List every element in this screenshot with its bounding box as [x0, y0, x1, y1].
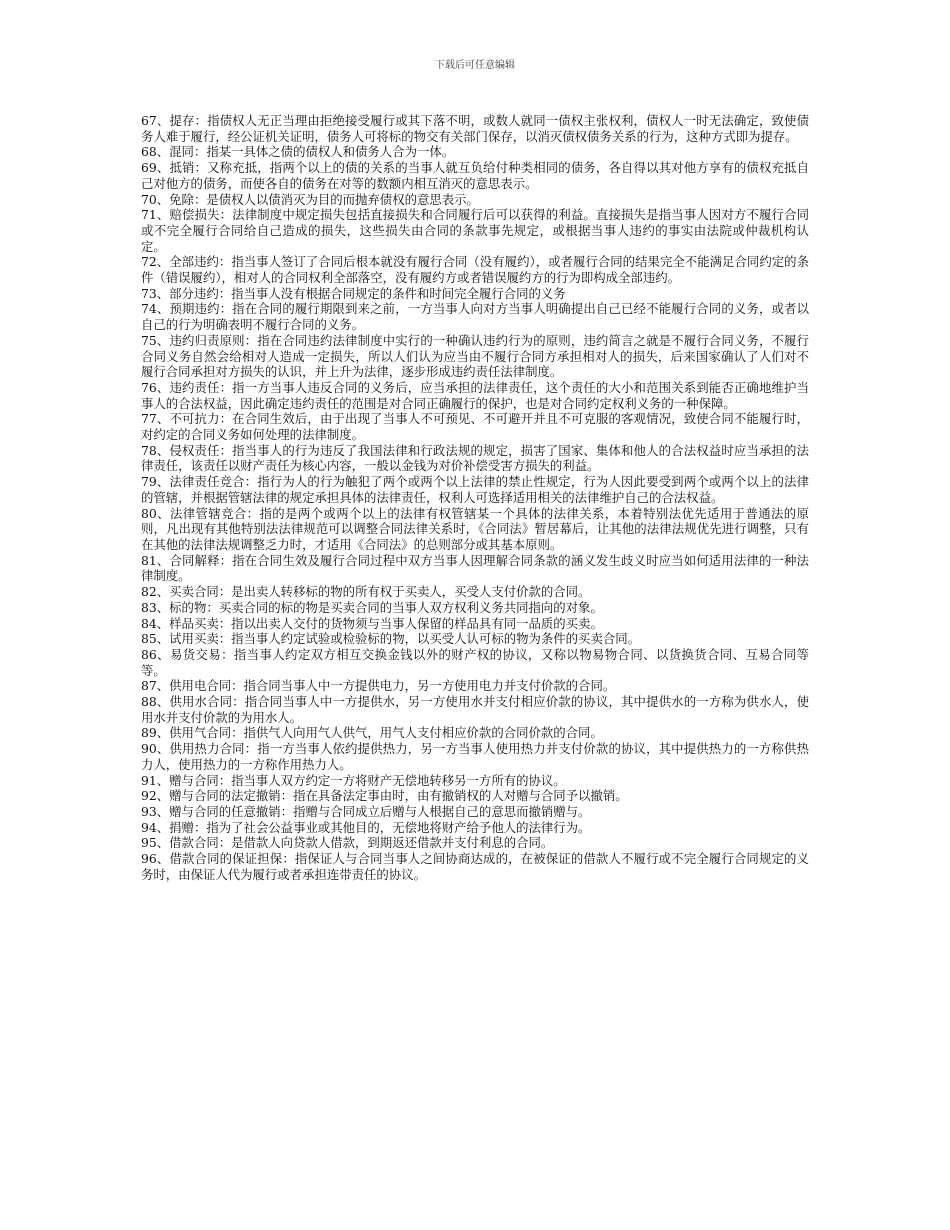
- paragraph-84: 84、样品买卖：指以出卖人交付的货物须与当事人保留的样品具有同一品质的买卖。: [141, 615, 603, 631]
- paragraph-71: 71、赔偿损失：法律制度中规定损失包括直接损失和合同履行后可以获得的利益。直接损失是指当事人因对方不履行合同或不完全履行合同给自己造成的损失，这些损失由合同的条款事先规定，或根据当事人违约的事实由法院或仲裁机构认定。: [141, 207, 809, 254]
- paragraph-78: 78、侵权责任：指当事人的行为违反了我国法律和行政法规的规定，损害了国家、集体和他人的合法权益时应当承担的法律责任，该责任以财产责任为核心内容，一般以金钱为对价补偿受害方损失的利益。: [141, 442, 809, 474]
- paragraph-76: 76、违约责任：指一方当事人违反合同的义务后，应当承担的法律责任，这个责任的大小和范围关系到能否正确地维护当事人的合法权益，因此确定违约责任的范围是对合同正确履行的保护，也是对合同约定权利义务的一种保障。: [141, 379, 809, 411]
- paragraph-77: 77、不可抗力：在合同生效后，由于出现了当事人不可预见、不可避开并且不可克服的客观情况，致使合同不能履行时，对约定的合同义务如何处理的法律制度。: [141, 411, 809, 443]
- paragraph-70: 70、免除：是债权人以债消灭为目的而抛弃债权的意思表示。: [141, 191, 479, 207]
- paragraph-95: 95、借款合同：是借款人向贷款人借款，到期返还借款并支付利息的合同。: [141, 835, 554, 851]
- paragraph-87: 87、供用电合同：指合同当事人中一方提供电力，另一方使用电力并支付价款的合同。: [141, 678, 616, 694]
- paragraph-79: 79、法律责任竞合：指行为人的行为触犯了两个或两个以上法律的禁止性规定，行为人因此要受到两个或两个以上的法律的管辖，并根据管辖法律的规定承担具体的法律责任，权利人可选择适用相关的法律维护自己的合法权益。: [141, 474, 809, 505]
- paragraph-94: 94、捐赠：指为了社会公益事业或其他目的，无偿地将财产给予他人的法律行为。: [141, 819, 591, 835]
- paragraph-69: 69、抵销：又称充抵，指两个以上的债的关系的当事人就互负给付种类相同的债务，各自得以其对他方享有的债权充抵自己对他方的债务，而使各自的债务在对等的数额内相互消灭的意思表示。: [141, 160, 809, 191]
- page-header: 下载后可任意编辑: [435, 60, 515, 71]
- paragraph-92: 92、赠与合同的法定撤销：指在具备法定事由时，由有撤销权的人对赠与合同予以撤销。: [141, 788, 628, 804]
- paragraph-93: 93、赠与合同的任意撤销：指赠与合同成立后赠与人根据自己的意思而撤销赠与。: [141, 803, 591, 819]
- paragraph-91: 91、赠与合同：指当事人双方约定一方将财产无偿地转移另一方所有的协议。: [141, 772, 566, 788]
- paragraph-81: 81、合同解释：指在合同生效及履行合同过程中双方当事人因理解合同条款的涵义发生歧义时应当如何适用法律的一种法律制度。: [141, 552, 809, 584]
- paragraph-72: 72、全部违约：指当事人签订了合同后根本就没有履行合同（没有履约），或者履行合同的结果完全不能满足合同约定的条件（错误履约），相对人的合同权利全部落空，没有履约方或者错误履约方的行为即构成全部违约。: [141, 254, 809, 286]
- paragraph-86: 86、易货交易：指当事人约定双方相互交换金钱以外的财产权的协议，又称以物易物合同、以货换货合同、互易合同等等。: [141, 646, 809, 678]
- paragraph-75: 75、违约归责原则：指在合同违约法律制度中实行的一种确认违约行为的原则，违约简言之就是不履行合同义务，不履行合同义务自然会给相对人造成一定损失，所以人们认为应当由不履行合同方承担相对人的损失，后来国家确认了人们对不履行合同承担对方损失的认识，并上升为法律，逐步形成违约责任法律制度。: [141, 332, 809, 380]
- paragraph-96: 96、借款合同的保证担保：指保证人与合同当事人之间协商达成的，在被保证的借款人不履行或不完全履行合同规定的义务时，由保证人代为履行或者承担连带责任的协议。: [141, 851, 809, 882]
- paragraph-85: 85、试用买卖：指当事人约定试验或检验标的物，以买受人认可标的物为条件的买卖合同。: [141, 631, 641, 647]
- document-body: [141, 113, 809, 882]
- paragraph-89: 89、供用气合同：指供气人向用气人供气，用气人支付相应价款的合同价款的合同。: [141, 725, 603, 741]
- paragraph-67: 67、提存：指债权人无正当理由拒绝接受履行或其下落不明，或数人就同一债权主张权利，债权人一时无法确定，致使债务人难于履行，经公证机关证明，债务人可将标的物交有关部门保存，以消灭债权债务关系的行为，这种方式即为提存。: [141, 113, 809, 144]
- paragraph-80: 80、法律管辖竞合：指的是两个或两个以上的法律有权管辖某一个具体的法律关系，本着特别法优先适用于普通法的原则，凡出现有其他特别法法律规范可以调整合同法律关系时，《合同法》暂居幕后，让其他的法律法规优先进行调整，只有在其他的法律法规调整乏力时，才适用《合同法》的总则部分或其基本原则。: [141, 505, 809, 552]
- paragraph-82: 82、买卖合同：是出卖人转移标的物的所有权于买卖人，买受人支付价款的合同。: [141, 584, 591, 600]
- paragraph-68: 68、混同：指某一具体之债的债权人和债务人合为一体。: [141, 144, 455, 160]
- paragraph-90: 90、供用热力合同：指一方当事人依约提供热力，另一方当事人使用热力并支付价款的协议，其中提供热力的一方称供热力人，使用热力的一方称作用热力人。: [141, 741, 809, 772]
- paragraph-83: 83、标的物：买卖合同的标的物是买卖合同的当事人双方权利义务共同指向的对象。: [141, 599, 603, 615]
- paragraph-88: 88、供用水合同：指合同当事人中一方提供水，另一方使用水并支付相应价款的协议，其中提供水的一方称为供水人，使用水并支付价款的为用水人。: [141, 694, 809, 725]
- paragraph-74: 74、预期违约：指在合同的履行期限到来之前，一方当事人向对方当事人明确提出自己已经不能履行合同的义务，或者以自己的行为明确表明不履行合同的义务。: [141, 301, 809, 333]
- paragraph-73: 73、部分违约：指当事人没有根据合同规定的条件和时间完全履行合同的义务: [141, 285, 566, 301]
